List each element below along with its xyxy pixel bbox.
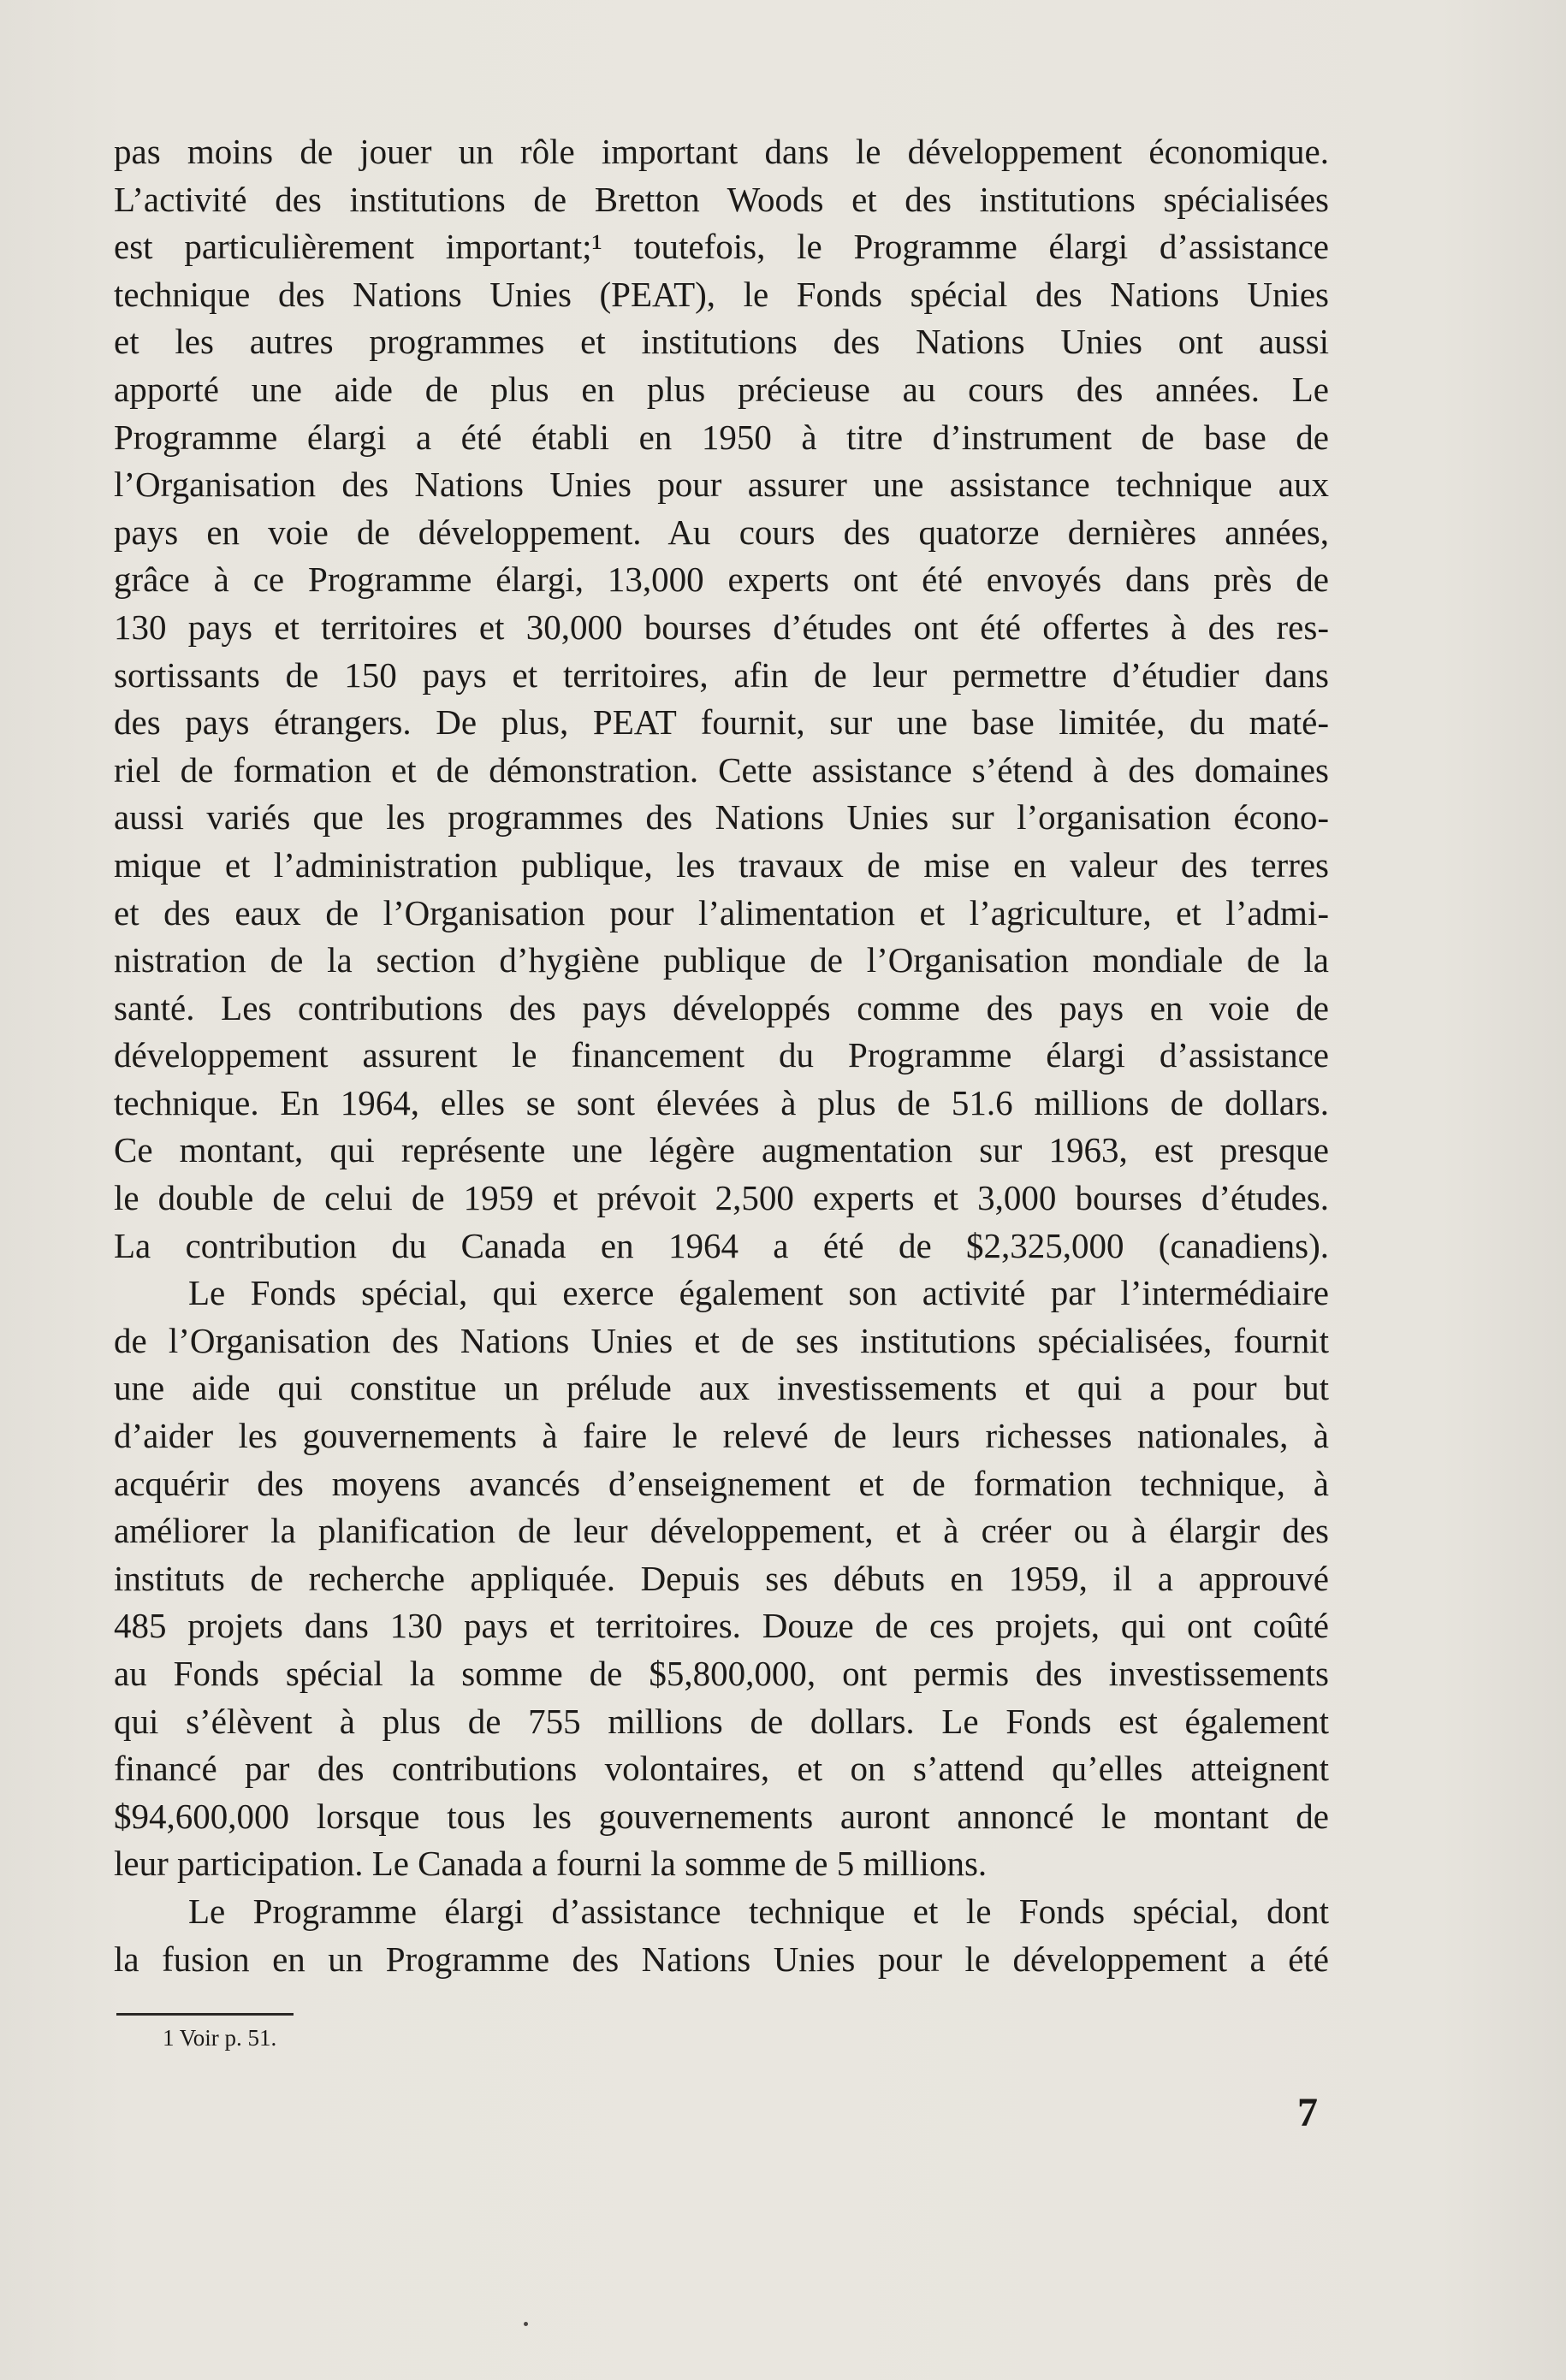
text-line: $94,600,000 lorsque tous les gouvernements auront annoncé le montant de [114,1796,1329,1836]
text-line: une aide qui constitue un prélude aux investissements et qui a pour but [114,1368,1329,1408]
text-line: d’aider les gouvernements à faire le relevé de leurs richesses nationales, à [114,1416,1329,1456]
body-text [114,128,1329,1983]
text-line: instituts de recherche appliquée. Depuis ses débuts en 1959, il a approuvé [114,1558,1329,1598]
text-line: 485 projets dans 130 pays et territoires. Douze de ces projets, qui ont coûté [114,1606,1329,1646]
footnote: 1 Voir p. 51. [163,2025,277,2051]
text-line: au Fonds spécial la somme de $5,800,000, ont permis des investissements [114,1654,1329,1693]
text-line: et des eaux de l’Organisation pour l’alimentation et l’agriculture, et l’admi- [114,892,1329,932]
text-line: nistration de la section d’hygiène publique de l’Organisation mondiale de la [114,940,1329,980]
text-line: sortissants de 150 pays et territoires, afin de leur permettre d’étudier dans [114,654,1329,695]
text-line: est particulièrement important;¹ toutefois, le Programme élargi d’assistance [114,227,1329,267]
text-line: technique des Nations Unies (PEAT), le Fonds spécial des Nations Unies [114,274,1329,314]
text-line: Le Fonds spécial, qui exerce également son activité par l’intermédiaire [188,1273,1329,1313]
text-line: le double de celui de 1959 et prévoit 2,500 experts et 3,000 bourses d’études. [114,1178,1329,1218]
text-line: mique et l’administration publique, les travaux de mise en valeur des terres [114,844,1329,885]
text-line: améliorer la planification de leur développement, et à créer ou à élargir des [114,1511,1329,1551]
text-line: la fusion en un Programme des Nations Unies pour le développement a été [114,1939,1329,1979]
text-line: qui s’élèvent à plus de 755 millions de dollars. Le Fonds est également [114,1701,1329,1741]
text-line: des pays étrangers. De plus, PEAT fournit, sur une base limitée, du maté- [114,702,1329,743]
text-line: et les autres programmes et institutions des Nations Unies ont aussi [114,322,1329,362]
text-line: de l’Organisation des Nations Unies et de ses institutions spécialisées, fournit [114,1320,1329,1360]
text-line: l’Organisation des Nations Unies pour assurer une assistance technique aux [114,465,1329,505]
text-line: aussi variés que les programmes des Nations Unies sur l’organisation écono- [114,797,1329,838]
footnote-rule [116,2013,294,2016]
text-line: 130 pays et territoires et 30,000 bourses d’études ont été offertes à des res- [114,607,1329,647]
text-line: santé. Les contributions des pays développés comme des pays en voie de [114,987,1329,1027]
text-line: L’activité des institutions de Bretton Woods et des institutions spécialisées [114,179,1329,219]
text-line: La contribution du Canada en 1964 a été de $2,325,000 (canadiens). [114,1225,1329,1265]
text-line: Ce montant, qui représente une légère augmentation sur 1963, est presque [114,1130,1329,1170]
text-line: pas moins de jouer un rôle important dans le développement économique. [114,132,1329,171]
text-line: Programme élargi a été établi en 1950 à titre d’instrument de base de [114,417,1329,457]
text-line: financé par des contributions volontaires, et on s’attend qu’elles atteignent [114,1749,1329,1789]
text-line: riel de formation et de démonstration. Cette assistance s’étend à des domaines [114,749,1329,790]
text-line: grâce à ce Programme élargi, 13,000 experts ont été envoyés dans près de [114,559,1329,600]
text-line: pays en voie de développement. Au cours des quatorze dernières années, [114,512,1329,552]
paper-speck [524,2322,528,2326]
page-number: 7 [1297,2090,1318,2135]
text-line: apporté une aide de plus en plus précieuse au cours des années. Le [114,369,1329,409]
text-line: leur participation. Le Canada a fourni la somme de 5 millions. [114,1844,988,1884]
text-line: acquérir des moyens avancés d’enseignement et de formation technique, à [114,1463,1329,1503]
text-line: développement assurent le financement du Programme élargi d’assistance [114,1035,1329,1075]
text-line: technique. En 1964, elles se sont élevées à plus de 51.6 millions de dollars. [114,1082,1329,1122]
text-line: Le Programme élargi d’assistance technique et le Fonds spécial, dont [188,1891,1329,1931]
